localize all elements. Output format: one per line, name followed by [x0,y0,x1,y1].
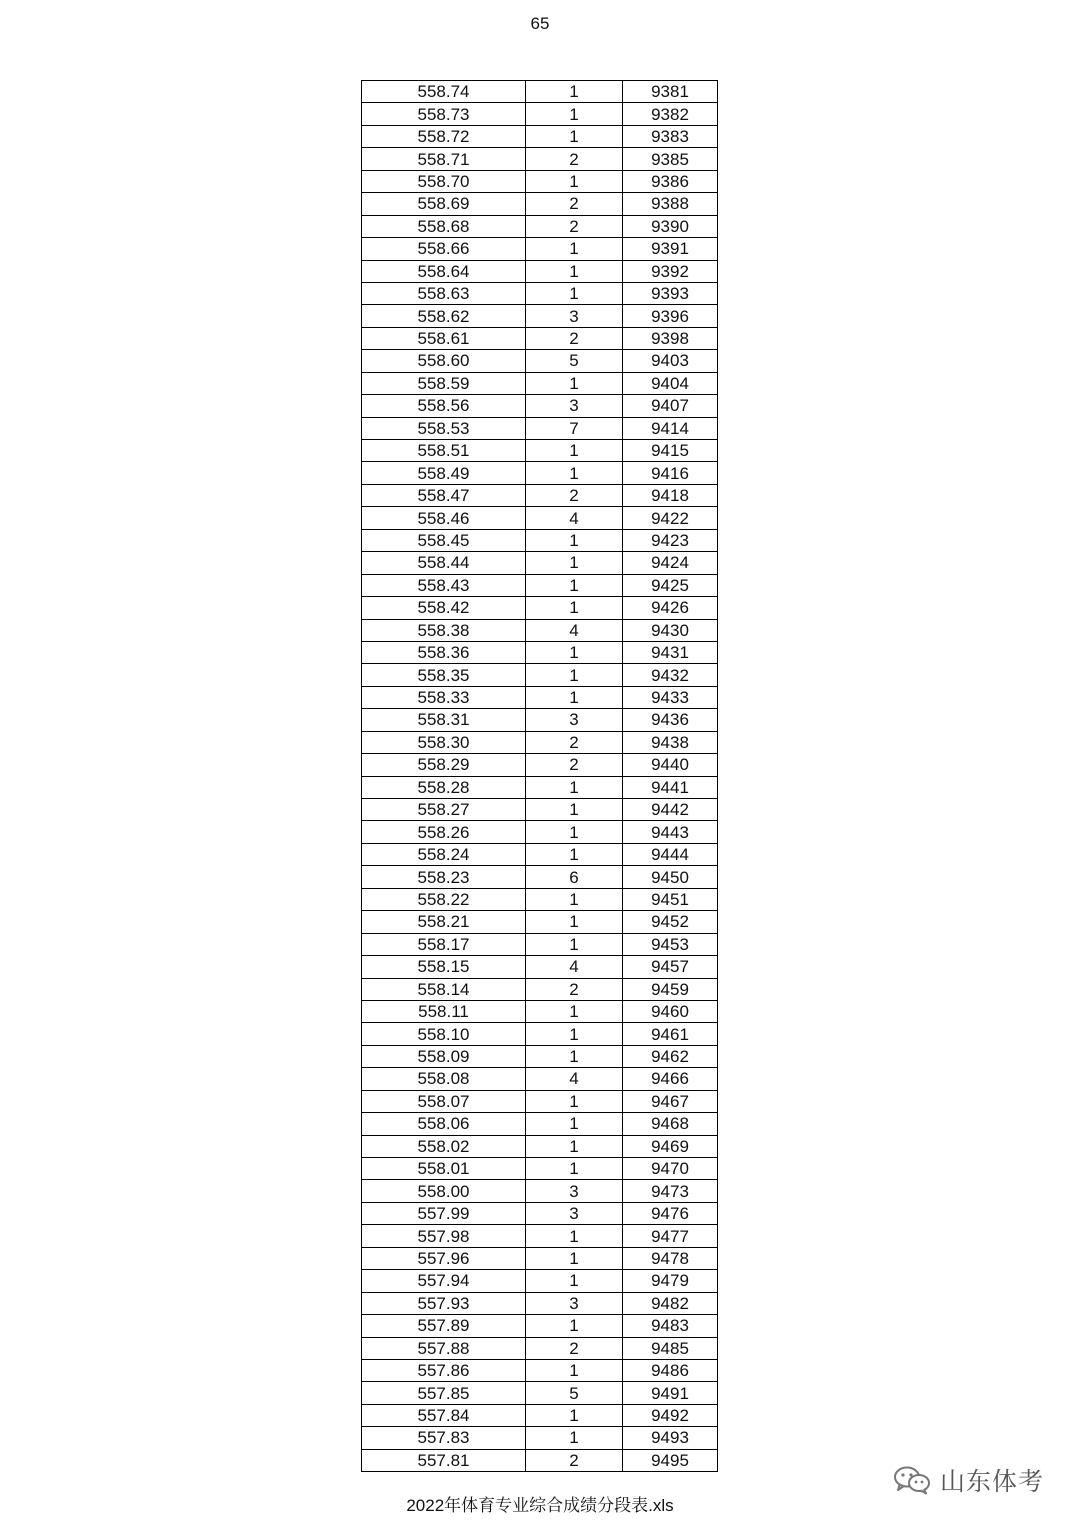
cumulative-count-cell: 9479 [623,1270,718,1292]
table-row [362,395,718,417]
count-cell: 1 [526,1113,623,1135]
cumulative-count-cell: 9462 [623,1045,718,1067]
table-body [362,81,718,1472]
count-cell: 1 [526,911,623,933]
cumulative-count-cell: 9469 [623,1135,718,1157]
table-row [362,440,718,462]
cumulative-count-cell: 9477 [623,1225,718,1247]
table-row [362,1337,718,1359]
table-row [362,1315,718,1337]
count-cell: 2 [526,484,623,506]
table-row [362,103,718,125]
score-cell: 558.00 [362,1180,526,1202]
score-cell: 558.62 [362,305,526,327]
count-cell: 1 [526,372,623,394]
score-cell: 557.98 [362,1225,526,1247]
cumulative-count-cell: 9404 [623,372,718,394]
cumulative-count-cell: 9416 [623,462,718,484]
cumulative-count-cell: 9478 [623,1247,718,1269]
table-row [362,462,718,484]
table-row [362,1202,718,1224]
score-cell: 557.86 [362,1359,526,1381]
count-cell: 1 [526,1045,623,1067]
count-cell: 1 [526,1225,623,1247]
table-row [362,81,718,103]
table-row [362,597,718,619]
cumulative-count-cell: 9438 [623,731,718,753]
score-cell: 558.51 [362,440,526,462]
count-cell: 2 [526,327,623,349]
wechat-icon [892,1465,932,1495]
cumulative-count-cell: 9470 [623,1158,718,1180]
count-cell: 1 [526,641,623,663]
table-row [362,686,718,708]
cumulative-count-cell: 9476 [623,1202,718,1224]
table-row [362,350,718,372]
cumulative-count-cell: 9486 [623,1359,718,1381]
count-cell: 2 [526,148,623,170]
count-cell: 1 [526,552,623,574]
cumulative-count-cell: 9460 [623,1000,718,1022]
cumulative-count-cell: 9396 [623,305,718,327]
table-row [362,552,718,574]
table-row [362,1404,718,1426]
table-row [362,664,718,686]
table-row [362,911,718,933]
score-cell: 558.70 [362,170,526,192]
table-row [362,776,718,798]
score-cell: 557.89 [362,1315,526,1337]
count-cell: 1 [526,1404,623,1426]
count-cell: 4 [526,619,623,641]
count-cell: 1 [526,1270,623,1292]
table-row [362,731,718,753]
count-cell: 1 [526,440,623,462]
cumulative-count-cell: 9482 [623,1292,718,1314]
count-cell: 2 [526,978,623,1000]
score-cell: 558.68 [362,215,526,237]
cumulative-count-cell: 9388 [623,193,718,215]
table-row [362,125,718,147]
table-row [362,754,718,776]
table-row [362,1382,718,1404]
count-cell: 4 [526,1068,623,1090]
table-row [362,641,718,663]
table-row [362,1113,718,1135]
score-cell: 558.44 [362,552,526,574]
table-row [362,574,718,596]
score-cell: 558.08 [362,1068,526,1090]
count-cell: 1 [526,1315,623,1337]
count-cell: 2 [526,754,623,776]
table-row [362,1000,718,1022]
cumulative-count-cell: 9392 [623,260,718,282]
cumulative-count-cell: 9386 [623,170,718,192]
count-cell: 1 [526,776,623,798]
table-row [362,193,718,215]
score-cell: 558.02 [362,1135,526,1157]
cumulative-count-cell: 9452 [623,911,718,933]
count-cell: 6 [526,866,623,888]
cumulative-count-cell: 9407 [623,395,718,417]
cumulative-count-cell: 9385 [623,148,718,170]
table-row [362,1045,718,1067]
table-row [362,843,718,865]
table-row [362,933,718,955]
cumulative-count-cell: 9493 [623,1427,718,1449]
count-cell: 3 [526,395,623,417]
table-row [362,327,718,349]
score-cell: 558.27 [362,799,526,821]
score-cell: 558.09 [362,1045,526,1067]
table-row [362,866,718,888]
count-cell: 3 [526,1202,623,1224]
cumulative-count-cell: 9393 [623,282,718,304]
cumulative-count-cell: 9468 [623,1113,718,1135]
score-cell: 558.11 [362,1000,526,1022]
count-cell: 1 [526,821,623,843]
cumulative-count-cell: 9457 [623,956,718,978]
table-row [362,1225,718,1247]
cumulative-count-cell: 9422 [623,507,718,529]
score-cell: 557.81 [362,1449,526,1471]
cumulative-count-cell: 9383 [623,125,718,147]
cumulative-count-cell: 9391 [623,238,718,260]
cumulative-count-cell: 9495 [623,1449,718,1471]
count-cell: 3 [526,305,623,327]
score-cell: 558.35 [362,664,526,686]
table-row [362,148,718,170]
score-distribution-table [361,80,718,1472]
watermark-text: 山东体考 [940,1467,1045,1496]
score-cell: 558.64 [362,260,526,282]
count-cell: 1 [526,1000,623,1022]
cumulative-count-cell: 9415 [623,440,718,462]
cumulative-count-cell: 9433 [623,686,718,708]
score-cell: 558.56 [362,395,526,417]
score-cell: 557.93 [362,1292,526,1314]
score-cell: 558.66 [362,238,526,260]
count-cell: 1 [526,170,623,192]
score-cell: 558.49 [362,462,526,484]
score-cell: 558.29 [362,754,526,776]
count-cell: 1 [526,81,623,103]
score-cell: 558.42 [362,597,526,619]
count-cell: 1 [526,1135,623,1157]
score-cell: 558.36 [362,641,526,663]
count-cell: 2 [526,193,623,215]
cumulative-count-cell: 9451 [623,888,718,910]
score-cell: 558.72 [362,125,526,147]
score-cell: 557.99 [362,1202,526,1224]
table-row [362,1292,718,1314]
table-row [362,215,718,237]
count-cell: 3 [526,1292,623,1314]
count-cell: 1 [526,664,623,686]
count-cell: 3 [526,709,623,731]
count-cell: 1 [526,574,623,596]
score-cell: 558.74 [362,81,526,103]
cumulative-count-cell: 9398 [623,327,718,349]
count-cell: 2 [526,731,623,753]
cumulative-count-cell: 9431 [623,641,718,663]
count-cell: 7 [526,417,623,439]
table-row [362,709,718,731]
cumulative-count-cell: 9459 [623,978,718,1000]
score-cell: 558.28 [362,776,526,798]
score-cell: 558.23 [362,866,526,888]
table-row [362,529,718,551]
score-cell: 558.15 [362,956,526,978]
score-cell: 558.01 [362,1158,526,1180]
score-cell: 557.88 [362,1337,526,1359]
count-cell: 1 [526,282,623,304]
count-cell: 1 [526,597,623,619]
cumulative-count-cell: 9423 [623,529,718,551]
table-row [362,1270,718,1292]
table-row [362,484,718,506]
table-row [362,1135,718,1157]
cumulative-count-cell: 9436 [623,709,718,731]
count-cell: 1 [526,238,623,260]
count-cell: 1 [526,260,623,282]
cumulative-count-cell: 9453 [623,933,718,955]
count-cell: 1 [526,1090,623,1112]
cumulative-count-cell: 9390 [623,215,718,237]
score-cell: 558.43 [362,574,526,596]
count-cell: 1 [526,529,623,551]
score-cell: 558.73 [362,103,526,125]
count-cell: 1 [526,1247,623,1269]
score-cell: 558.21 [362,911,526,933]
table-row [362,1180,718,1202]
score-cell: 558.69 [362,193,526,215]
score-cell: 558.24 [362,843,526,865]
score-cell: 557.85 [362,1382,526,1404]
table-row [362,305,718,327]
count-cell: 4 [526,956,623,978]
score-cell: 558.30 [362,731,526,753]
cumulative-count-cell: 9443 [623,821,718,843]
cumulative-count-cell: 9418 [623,484,718,506]
cumulative-count-cell: 9381 [623,81,718,103]
cumulative-count-cell: 9467 [623,1090,718,1112]
table-row [362,1359,718,1381]
table-row [362,1068,718,1090]
score-cell: 558.10 [362,1023,526,1045]
count-cell: 2 [526,1337,623,1359]
cumulative-count-cell: 9461 [623,1023,718,1045]
count-cell: 1 [526,843,623,865]
score-cell: 557.83 [362,1427,526,1449]
watermark [892,1462,1044,1498]
count-cell: 1 [526,103,623,125]
score-cell: 558.26 [362,821,526,843]
count-cell: 4 [526,507,623,529]
cumulative-count-cell: 9473 [623,1180,718,1202]
score-cell: 558.60 [362,350,526,372]
table-row [362,978,718,1000]
cumulative-count-cell: 9450 [623,866,718,888]
table-row [362,1158,718,1180]
count-cell: 1 [526,933,623,955]
table-row [362,507,718,529]
cumulative-count-cell: 9491 [623,1382,718,1404]
count-cell: 1 [526,686,623,708]
table-row [362,1023,718,1045]
score-cell: 558.07 [362,1090,526,1112]
score-cell: 557.96 [362,1247,526,1269]
cumulative-count-cell: 9444 [623,843,718,865]
cumulative-count-cell: 9403 [623,350,718,372]
table-row [362,282,718,304]
score-cell: 558.53 [362,417,526,439]
cumulative-count-cell: 9485 [623,1337,718,1359]
score-cell: 557.84 [362,1404,526,1426]
table-row [362,956,718,978]
cumulative-count-cell: 9432 [623,664,718,686]
cumulative-count-cell: 9441 [623,776,718,798]
score-cell: 558.17 [362,933,526,955]
count-cell: 1 [526,1359,623,1381]
score-cell: 558.46 [362,507,526,529]
score-cell: 558.22 [362,888,526,910]
score-cell: 558.33 [362,686,526,708]
table-row [362,417,718,439]
table-row [362,238,718,260]
cumulative-count-cell: 9483 [623,1315,718,1337]
page-number: 65 [530,14,550,33]
table-row [362,821,718,843]
table-row [362,372,718,394]
count-cell: 2 [526,215,623,237]
count-cell: 5 [526,1382,623,1404]
score-cell: 558.71 [362,148,526,170]
score-cell: 558.38 [362,619,526,641]
count-cell: 1 [526,888,623,910]
cumulative-count-cell: 9426 [623,597,718,619]
cumulative-count-cell: 9430 [623,619,718,641]
score-cell: 558.59 [362,372,526,394]
score-cell: 558.45 [362,529,526,551]
count-cell: 2 [526,1449,623,1471]
count-cell: 1 [526,125,623,147]
score-cell: 558.06 [362,1113,526,1135]
count-cell: 1 [526,1158,623,1180]
score-cell: 558.47 [362,484,526,506]
cumulative-count-cell: 9425 [623,574,718,596]
cumulative-count-cell: 9414 [623,417,718,439]
cumulative-count-cell: 9442 [623,799,718,821]
cumulative-count-cell: 9492 [623,1404,718,1426]
table-row [362,1247,718,1269]
table-row [362,1427,718,1449]
count-cell: 1 [526,799,623,821]
score-cell: 558.31 [362,709,526,731]
count-cell: 5 [526,350,623,372]
table-row [362,888,718,910]
table-row [362,619,718,641]
cumulative-count-cell: 9382 [623,103,718,125]
table-row [362,170,718,192]
document-filename-footer: 2022年体育专业综合成绩分段表.xls [406,1496,674,1515]
score-cell: 557.94 [362,1270,526,1292]
count-cell: 1 [526,1023,623,1045]
score-cell: 558.63 [362,282,526,304]
cumulative-count-cell: 9466 [623,1068,718,1090]
count-cell: 3 [526,1180,623,1202]
table-row [362,799,718,821]
table-row [362,260,718,282]
count-cell: 1 [526,1427,623,1449]
table-row [362,1449,718,1471]
score-cell: 558.14 [362,978,526,1000]
table-row [362,1090,718,1112]
count-cell: 1 [526,462,623,484]
cumulative-count-cell: 9440 [623,754,718,776]
score-cell: 558.61 [362,327,526,349]
cumulative-count-cell: 9424 [623,552,718,574]
